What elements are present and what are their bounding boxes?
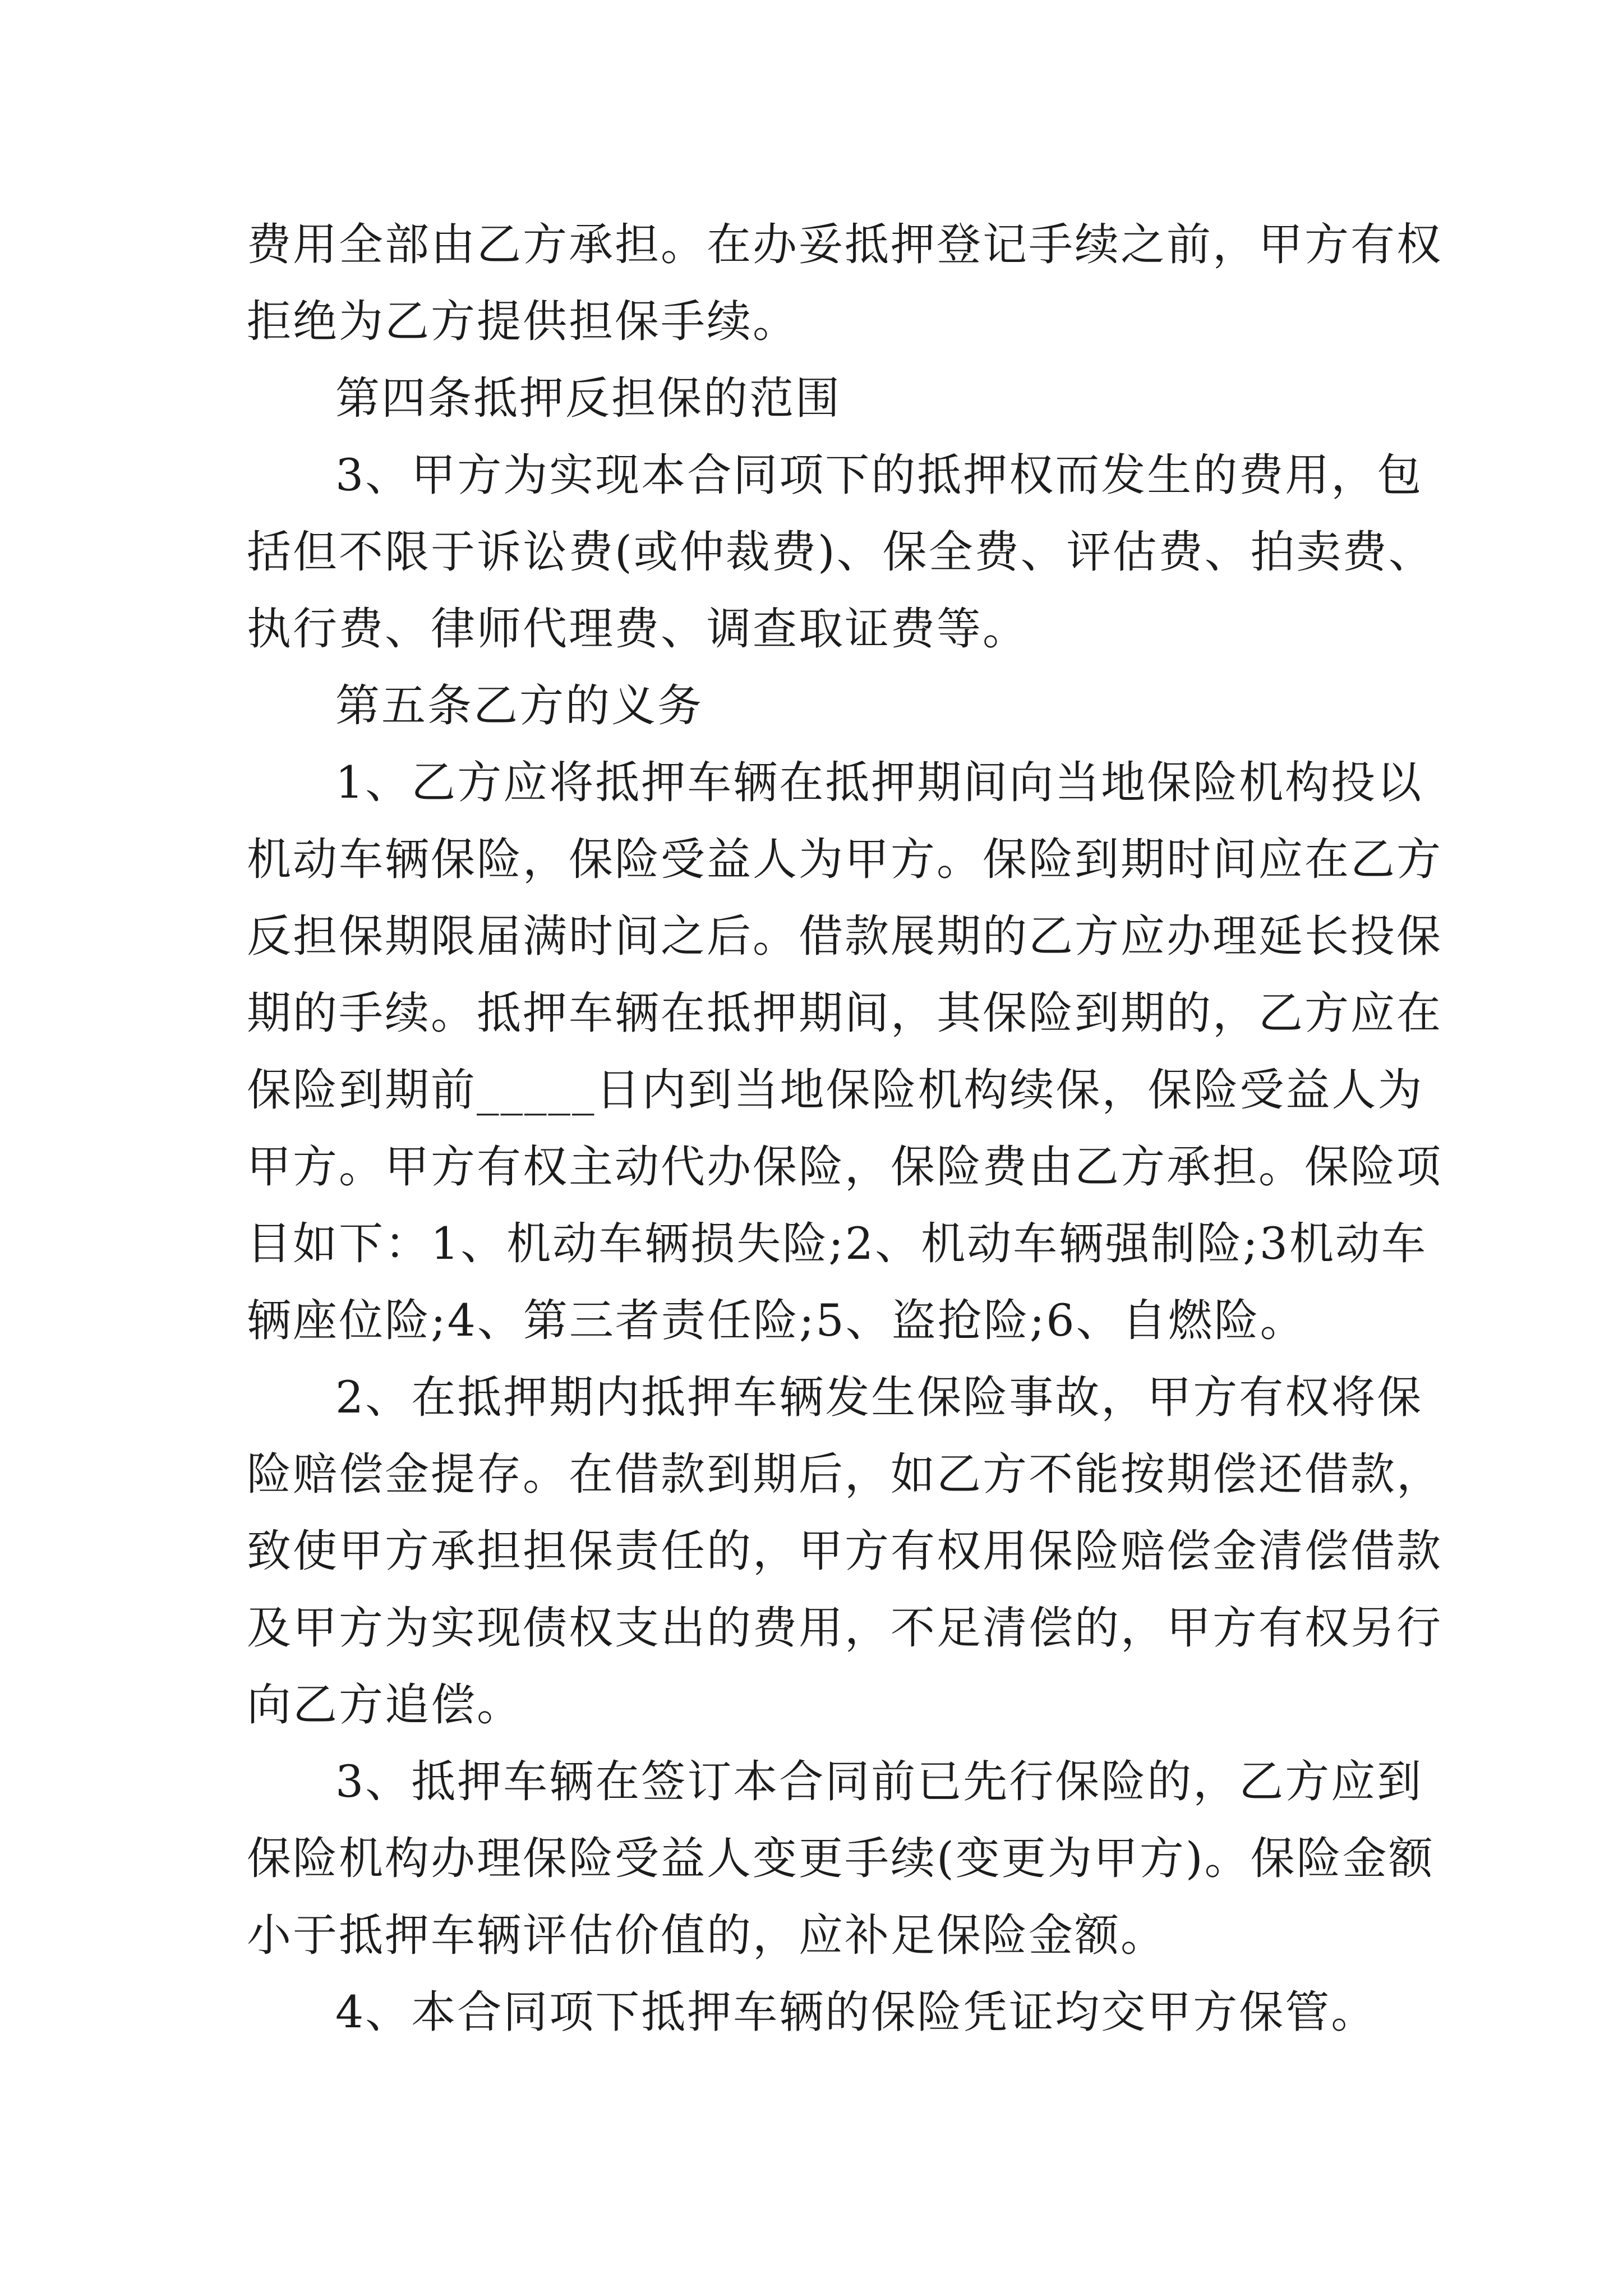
document-body — [247, 206, 1442, 2051]
text-line: 保险机构办理保险受益人变更手续(变更为甲方)。保险金额 — [247, 1833, 1435, 1884]
text-line: 甲方。甲方有权主动代办保险，保险费由乙方承担。保险项 — [247, 1141, 1442, 1193]
text-line: 2、在抵押期内抵押车辆发生保险事故，甲方有权将保 — [335, 1372, 1423, 1423]
text-line: 反担保期限届满时间之后。借款展期的乙方应办理延长投保 — [247, 910, 1442, 962]
text-line: 1、乙方应将抵押车辆在抵押期间向当地保险机构投以 — [335, 757, 1423, 808]
text-line: 4、本合同项下抵押车辆的保险凭证均交甲方保管。 — [335, 1986, 1377, 2038]
text-line: 险赔偿金提存。在借款到期后，如乙方不能按期偿还借款， — [247, 1448, 1442, 1500]
text-line: 向乙方追偿。 — [247, 1679, 523, 1731]
text-line: 3、抵押车辆在签订本合同前已先行保险的，乙方应到 — [335, 1756, 1423, 1807]
text-line: 致使甲方承担担保责任的，甲方有权用保险赔偿金清偿借款 — [247, 1525, 1442, 1577]
text-line: 及甲方为实现债权支出的费用，不足清偿的，甲方有权另行 — [247, 1602, 1442, 1654]
text-line: 保险到期前_____日内到当地保险机构续保，保险受益人为 — [247, 1064, 1424, 1116]
text-line: 3、甲方为实现本合同项下的抵押权而发生的费用，包 — [335, 449, 1423, 501]
text-line: 机动车辆保险，保险受益人为甲方。保险到期时间应在乙方 — [247, 834, 1442, 885]
text-line: 辆座位险;4、第三者责任险;5、盗抢险;6、自燃险。 — [247, 1295, 1306, 1346]
text-line: 括但不限于诉讼费(或仲裁费)、保全费、评估费、拍卖费、 — [247, 526, 1435, 578]
text-line: 执行费、律师代理费、调查取证费等。 — [247, 603, 1029, 655]
text-line: 小于抵押车辆评估价值的，应补足保险金额。 — [247, 1910, 1166, 1961]
text-line: 费用全部由乙方承担。在办妥抵押登记手续之前，甲方有权 — [247, 219, 1442, 270]
text-line: 第五条乙方的义务 — [335, 680, 703, 731]
text-line: 拒绝为乙方提供担保手续。 — [247, 296, 799, 347]
text-line: 期的手续。抵押车辆在抵押期间，其保险到期的，乙方应在 — [247, 987, 1442, 1039]
text-line: 目如下：1、机动车辆损失险;2、机动车辆强制险;3机动车 — [247, 1218, 1428, 1269]
text-line: 第四条抵押反担保的范围 — [335, 372, 841, 424]
